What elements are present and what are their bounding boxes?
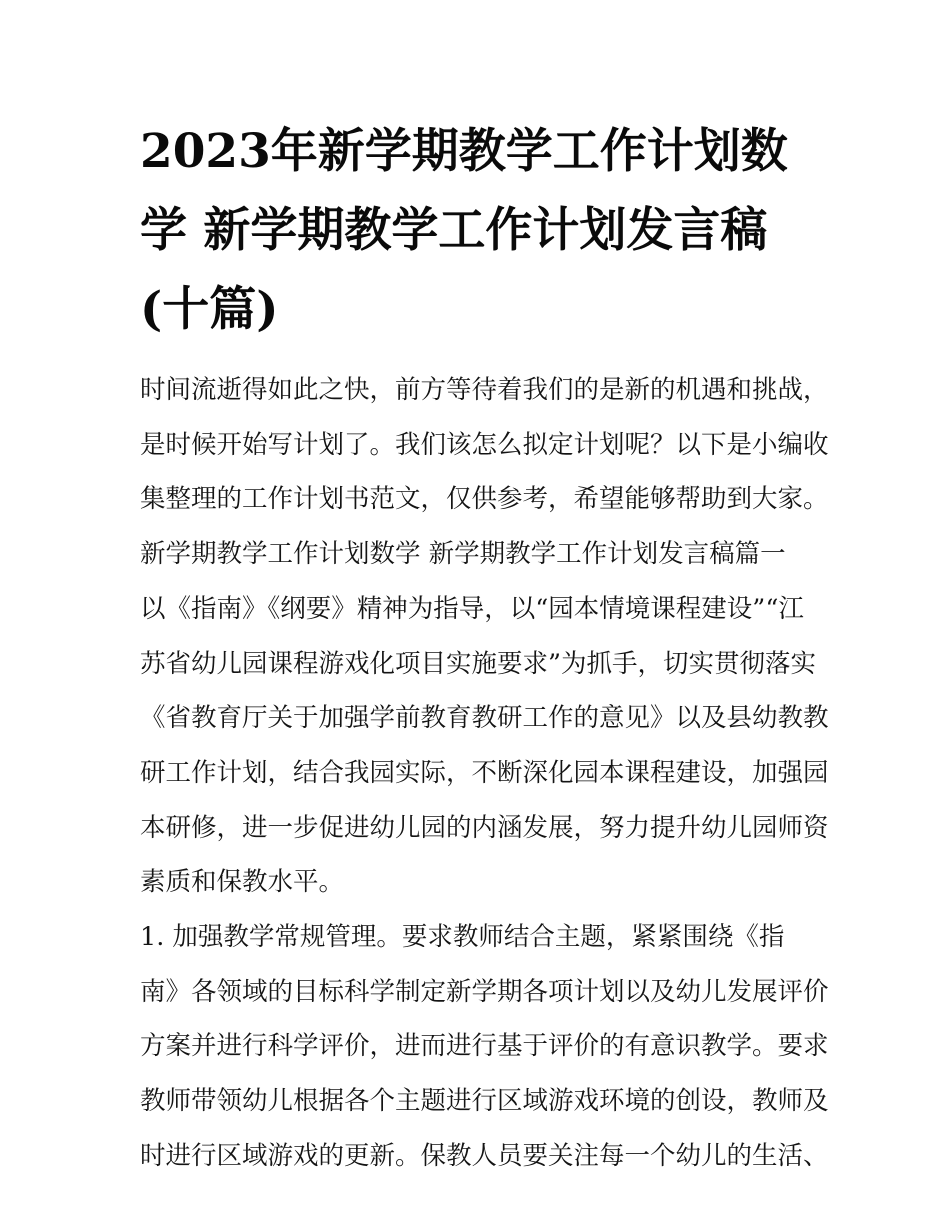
document-body bbox=[140, 363, 829, 1184]
paragraph-line: 以《指南》《纲要》精神为指导，以“园本情境课程建设”“江 bbox=[140, 593, 804, 624]
list-item-line: 南》各领域的目标科学制定新学期各项计划以及幼儿发展评价 bbox=[140, 976, 829, 1007]
paragraph-line: 研工作计划，结合我园实际，不断深化园本课程建设，加强园 bbox=[140, 757, 829, 788]
paragraph-line: 本研修，进一步促进幼儿园的内涵发展，努力提升幼儿园师资 bbox=[140, 812, 829, 843]
paragraph-line: 苏省幼儿园课程游戏化项目实施要求”为抓手，切实贯彻落实 bbox=[140, 648, 817, 679]
document-title bbox=[140, 112, 812, 349]
list-item-line: 教师带领幼儿根据各个主题进行区域游戏环境的创设，教师及 bbox=[140, 1086, 829, 1117]
section-heading: 新学期教学工作计划数学 新学期教学工作计划发言稿篇一 bbox=[140, 539, 786, 570]
title-line: 2023年新学期教学工作计划数 bbox=[140, 124, 788, 179]
title-line: (十篇) bbox=[140, 282, 279, 337]
list-item-line: 方案并进行科学评价，进而进行基于评价的有意识教学。要求 bbox=[140, 1031, 829, 1062]
intro-line: 时间流逝得如此之快，前方等待着我们的是新的机遇和挑战， bbox=[140, 375, 829, 405]
title-line: 学 新学期教学工作计划发言稿 bbox=[140, 203, 768, 258]
paragraph-line: 《省教育厅关于加强学前教育教研工作的意见》以及县幼教教 bbox=[140, 703, 829, 734]
document-content bbox=[140, 112, 829, 1184]
paragraph-line: 素质和保教水平。 bbox=[140, 867, 345, 898]
intro-line: 集整理的工作计划书范文，仅供参考，希望能够帮助到大家。 bbox=[140, 484, 829, 515]
list-item-line: 时进行区域游戏的更新。保教人员要关注每一个幼儿的生活、 bbox=[140, 1140, 829, 1171]
intro-line: 是时候开始写计划了。我们该怎么拟定计划呢？以下是小编收 bbox=[140, 429, 829, 460]
list-item-line: 1. 加强教学常规管理。要求教师结合主题，紧紧围绕《指 bbox=[140, 922, 785, 953]
